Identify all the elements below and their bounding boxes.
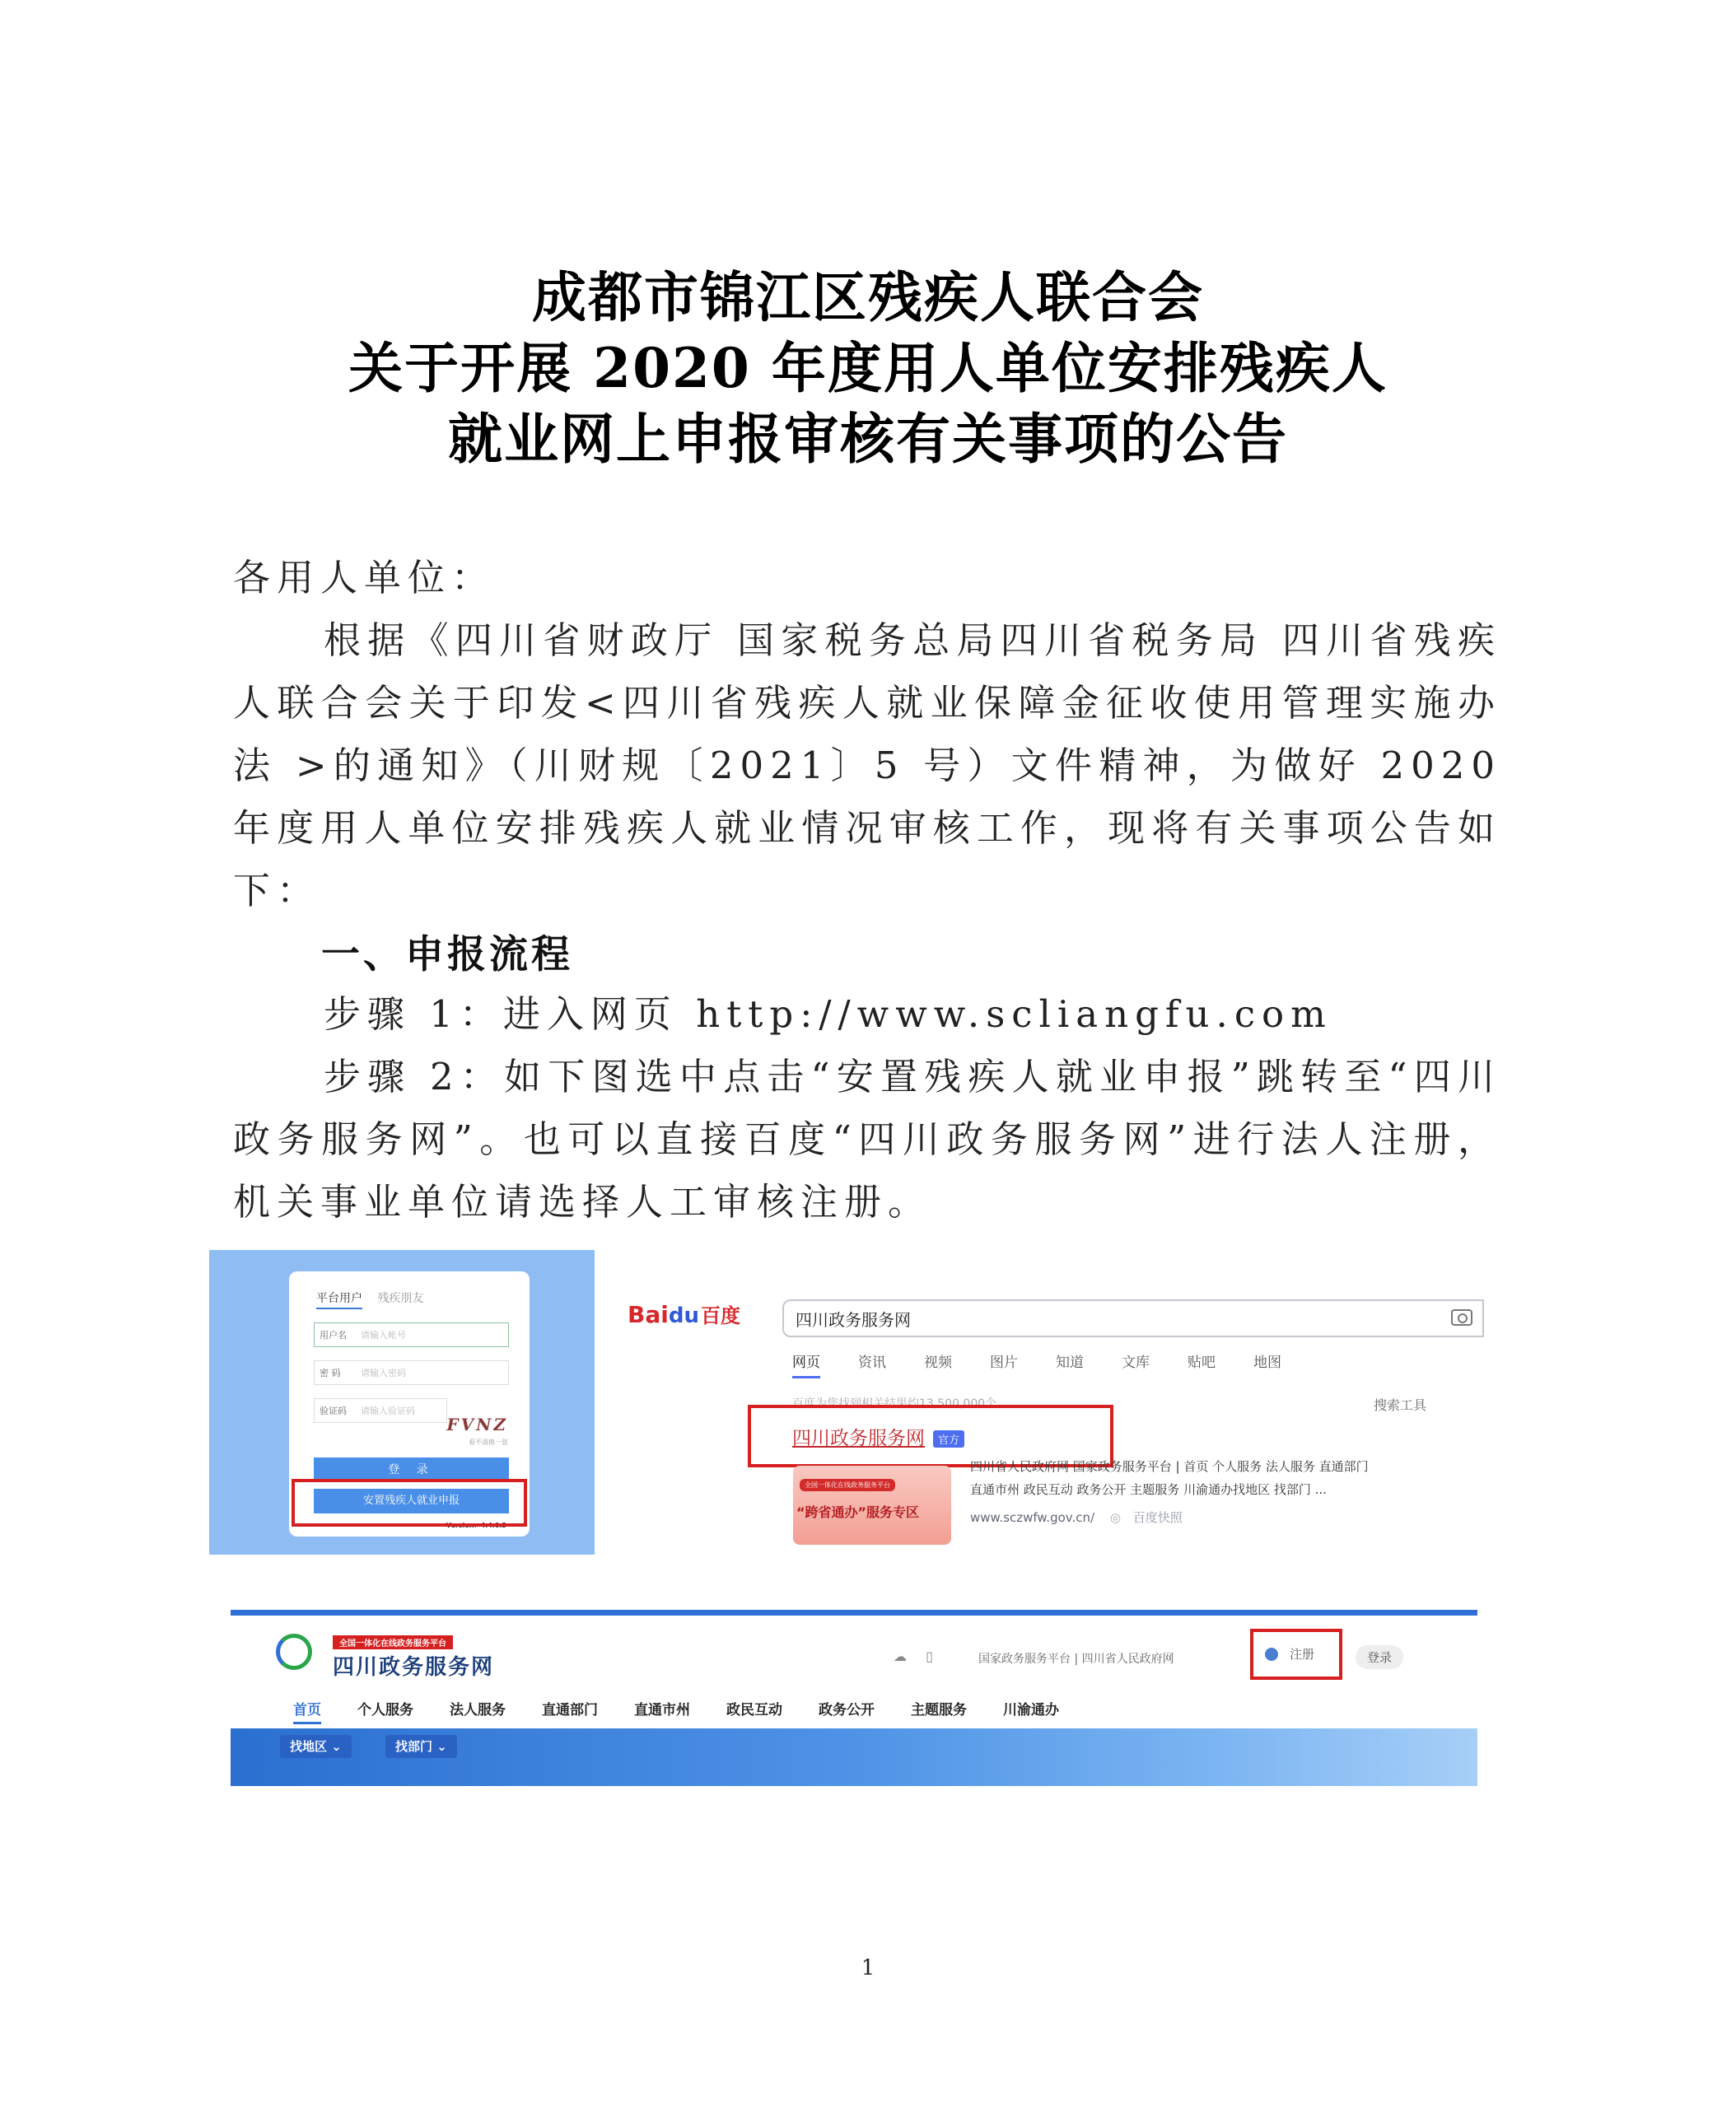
nav-departments[interactable]: 直通部门 [542, 1702, 598, 1719]
captcha-refresh-link[interactable]: 看不清换一张 [469, 1439, 508, 1446]
title-line-2: 关于开展 2020 年度用人单位安排残疾人 [348, 336, 1388, 400]
baidu-paw-icon: du [668, 1304, 699, 1328]
wechat-icon[interactable]: ☁ [894, 1649, 907, 1664]
gov-site-name: 四川政务服务网 [333, 1655, 495, 1680]
tab-web[interactable]: 网页 [792, 1350, 820, 1378]
highlight-box-register [1250, 1629, 1342, 1680]
section-heading-1: 一、申报流程 [321, 932, 573, 977]
password-field[interactable] [314, 1360, 509, 1385]
gov-platform-tag: 全国一体化在线政务服务平台 [333, 1635, 453, 1649]
username-placeholder: 请输入帐号 [361, 1330, 406, 1341]
nav-topics[interactable]: 主题服务 [911, 1702, 967, 1719]
search-input[interactable] [782, 1299, 1484, 1337]
result-url [970, 1509, 1183, 1526]
thumb-tag: 全国一体化在线政务服务平台 [800, 1479, 895, 1491]
snapshot-link[interactable]: 百度快照 [1132, 1510, 1183, 1525]
search-query: 四川政务服务网 [796, 1310, 911, 1330]
snapshot-icon: ◎ [1109, 1510, 1121, 1525]
find-dept-label: 找部门 [395, 1739, 433, 1754]
result-description-1: 四川省人民政府网 国家政务服务平台 | 首页 个人服务 法人服务 直通部门 [970, 1459, 1369, 1474]
page-number: 1 [861, 1956, 875, 1980]
tab-platform-user[interactable]: 平台用户 [316, 1292, 362, 1309]
step-1: 步骤 1：进入网页 http://www.scliangfu.com [324, 992, 1332, 1036]
nav-public-affairs[interactable]: 政务公开 [819, 1702, 875, 1719]
gov-site-screenshot [231, 1610, 1477, 1786]
result-count: 百度为您找到相关结果约13,500,000个 [792, 1397, 997, 1411]
tab-map[interactable]: 地图 [1253, 1355, 1281, 1371]
search-tabs [792, 1350, 1319, 1378]
highlight-box-apply [292, 1479, 527, 1527]
tab-images[interactable]: 图片 [990, 1355, 1018, 1371]
tab-disabled-friends[interactable]: 残疾朋友 [377, 1292, 424, 1305]
tab-wenku[interactable]: 文库 [1122, 1355, 1150, 1371]
salutation: 各用人单位： [233, 556, 496, 599]
password-label: 密 码 [320, 1368, 341, 1378]
apply-employment-button[interactable]: 安置残疾人就业申报 [314, 1489, 509, 1513]
username-field[interactable] [314, 1322, 509, 1347]
nav-chuanyu[interactable]: 川渝通办 [1003, 1702, 1059, 1719]
result-description-2: 直通市州 政民互动 政务公开 主题服务 川渝通办找地区 找部门 ... [970, 1482, 1327, 1497]
camera-icon[interactable] [1451, 1309, 1472, 1326]
title-line-1: 成都市锦江区残疾人联合会 [532, 265, 1204, 329]
tab-news[interactable]: 资讯 [858, 1355, 886, 1371]
gov-top-links[interactable]: 国家政务服务平台 | 四川省人民政府网 [978, 1653, 1174, 1666]
intro-paragraph: 根据《四川省财政厅 国家税务总局四川省税务局 四川省残疾人联合会关于印发<四川省残疾人就业保障金征收使用管理实施办法 >的通知》（川财规〔2021〕5 号）文件精神，为做好 2020 年度用人单位安排残疾人就业情况审核工作，现将有关事项公告如下： [233, 618, 1501, 912]
login-tabs [316, 1290, 435, 1306]
nav-cities[interactable]: 直通市州 [634, 1702, 690, 1719]
result-thumbnail[interactable] [793, 1466, 951, 1545]
register-label[interactable]: 注册 [1290, 1647, 1315, 1662]
baidu-logo-text: Bai [628, 1301, 669, 1328]
result-url-text: www.sczwfw.gov.cn/ [970, 1510, 1095, 1525]
thumb-text: “跨省通办”服务专区 [796, 1504, 920, 1520]
captcha-label: 验证码 [320, 1406, 347, 1416]
find-region-button[interactable]: 找地区 ⌄ [280, 1735, 352, 1758]
tab-tieba[interactable]: 贴吧 [1188, 1355, 1216, 1371]
mobile-icon[interactable]: ▯ [926, 1649, 933, 1664]
baidu-logo [628, 1299, 740, 1328]
gov-login-button[interactable]: 登录 [1356, 1645, 1403, 1669]
search-tools-button[interactable]: 搜索工具 [1374, 1397, 1427, 1413]
login-button[interactable]: 登 录 [314, 1457, 509, 1482]
captcha-image[interactable]: FVNZ [446, 1415, 508, 1434]
version-label: Version：4.4.0.3 [446, 1522, 506, 1529]
tab-video[interactable]: 视频 [924, 1355, 952, 1371]
gov-toolbar-icons [894, 1649, 933, 1664]
step-2: 步骤 2：如下图选中点击“安置残疾人就业申报”跳转至“四川政务服务网”。也可以直接百度“四川政务服务网”进行法人注册，机关事业单位请选择人工审核注册。 [233, 1055, 1501, 1224]
nav-legal-person[interactable]: 法人服务 [450, 1702, 506, 1719]
tab-zhidao[interactable]: 知道 [1056, 1355, 1084, 1371]
baidu-logo-cn: 百度 [700, 1304, 740, 1327]
official-badge: 官方 [933, 1430, 964, 1448]
gov-logo-icon [276, 1634, 312, 1670]
gov-banner [231, 1728, 1477, 1786]
username-label: 用户名 [320, 1330, 347, 1341]
nav-home[interactable]: 首页 [293, 1698, 321, 1724]
nav-personal[interactable]: 个人服务 [357, 1702, 413, 1719]
captcha-placeholder: 请输入验证码 [361, 1406, 415, 1416]
result-title-text[interactable]: 四川政务服务网 [792, 1428, 925, 1449]
captcha-field[interactable] [314, 1398, 447, 1423]
gov-main-nav [293, 1698, 1095, 1724]
title-line-3: 就业网上申报审核有关事项的公告 [448, 407, 1288, 471]
find-region-label: 找地区 [290, 1739, 328, 1754]
find-dept-button[interactable]: 找部门 ⌄ [385, 1735, 457, 1758]
password-placeholder: 请输入密码 [361, 1368, 406, 1378]
nav-interaction[interactable]: 政民互动 [726, 1702, 782, 1719]
